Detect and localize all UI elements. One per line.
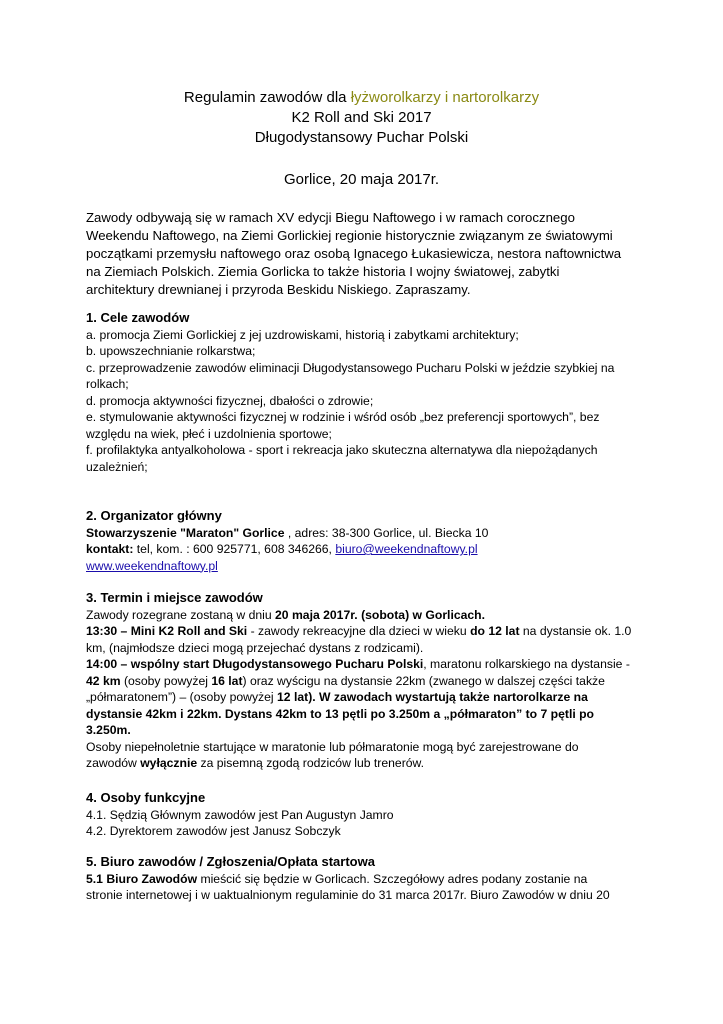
section-1-goals (86, 310, 646, 475)
list-item: d. promocja aktywności fizycznej, dbałości o zdrowie; (86, 393, 374, 408)
email-link[interactable]: biuro@weekendnaftowy.pl (335, 542, 478, 556)
list-item: b. upowszechnianie rolkarstwa; (86, 344, 256, 358)
document-title: Regulamin zawodów dla łyżworolkarzy i nartorolkarzy (183, 89, 540, 106)
contact-label: kontakt: (86, 542, 134, 556)
list-item: uzależnień; (86, 459, 148, 474)
section-2-organizer (86, 508, 646, 574)
list-item: a. promocja Ziemi Gorlickiej z jej uzdrowiskami, historią i zabytkami architektury; (86, 327, 519, 342)
title-highlight: łyżworolkarzy i nartorolkarzy (350, 89, 540, 106)
organizer-line: Stowarzyszenie "Maraton" Gorlice , adres: 38-300 Gorlice, ul. Biecka 10 (86, 525, 489, 540)
list-item: f. profilaktyka antyalkoholowa - sport i rekreacja jako skuteczna alternatywa dla niepożądanych (86, 443, 598, 457)
contact-line: kontakt: tel, kom. : 600 925771, 608 346266, biuro@weekendnaftowy.pl (86, 542, 478, 556)
section-heading: 2. Organizator główny (86, 508, 222, 523)
list-item: c. przeprowadzenie zawodów eliminacji Długodystansowego Pucharu Polski w jeździe szybkiej na (86, 360, 615, 375)
section-heading: 3. Termin i miejsce zawodów (86, 590, 263, 605)
list-item: 4.2. Dyrektorem zawodów jest Janusz Sobczyk (86, 824, 341, 838)
list-item: e. stymulowanie aktywności fizycznej w rodzinie i wśród osób „bez preferencji sportowych”, bez (86, 410, 600, 424)
list-item: względu na wiek, płeć i uzdolnienia sportowe; (86, 426, 332, 441)
list-item: 4.1. Sędzią Głównym zawodów jest Pan Augustyn Jamro (86, 807, 394, 822)
organizer-name: Stowarzyszenie "Maraton" Gorlice (86, 525, 285, 540)
section-heading: 5. Biuro zawodów / Zgłoszenia/Opłata startowa (86, 854, 375, 869)
section-5-office: 5. Biuro zawodów / Zgłoszenia/Opłata startowa 5.1 Biuro Zawodów mieścić się będzie w Gorlicach. Szczegółowy adres podany zostanie na stronie internetowej i w uaktualnionym regulaminie do 31 marca 2017r. Biuro Zawodów w dniu 20 (86, 854, 646, 904)
intro-last-line: architektury drewnianej i przyroda Beskidu Niskiego. Zapraszamy. (86, 282, 471, 297)
list-item: rolkach; (86, 377, 129, 391)
section-heading: 1. Cele zawodów (86, 310, 190, 325)
document-subtitle: K2 Roll and Ski 2017 (291, 109, 432, 126)
section-3-date-place: 3. Termin i miejsce zawodów Zawody rozegrane zostaną w dniu 20 maja 2017r. (sobota) w Gorlicach. 13:30 – Mini K2 Roll and Ski - zawody rekreacyjne dla dzieci w wieku do 12 lat na dystansie ok. 1.0 km, (najmłodsze dzieci mogą przejechać dystans z rodzicami). 14:00 – wspólny start Długodystansowego Pucharu Polski, maratonu rolkarskiego na dystansie - 42 km (osoby powyżej 16 lat) oraz wyścigu na dystansie 22km (zwanego w dalszej części także „półmaratonem”) – (osoby powyżej 12 lat). W zawodach wystartują także nartorolkarze na dystansie 42km i 22km. Dystans 42km to 13 pętli po 3.250m a „półmaraton” to 7 pętli po 3.250m. Osoby niepełnoletnie startujące w maratonie lub półmaratonie mogą być zarejestrowane do zawodów wyłącznie za pisemną zgodą rodziców lub trenerów. (86, 590, 646, 772)
section-heading: 4. Osoby funkcyjne (86, 790, 206, 805)
intro-paragraph: Zawody odbywają się w ramach XV edycji Biegu Naftowego i w ramach corocznego Weekendu Naftowego, na Ziemi Gorlickiej regionie historycznie związanym ze światowymi początkami przemysłu naftowego oraz osobą Ignacego Łukasiewicza, nestora naftownictwa na Ziemiach Polskich. Ziemia Gorlicka to także historia I wojny światowej, zabytki architektury drewnianej i przyroda Beskidu Niskiego. Zapraszamy. (86, 209, 632, 299)
place-date: Gorlice, 20 maja 2017r. (283, 171, 440, 188)
cup-name: Długodystansowy Puchar Polski (254, 129, 469, 146)
section-4-officials (86, 790, 646, 840)
website-link[interactable]: www.weekendnaftowy.pl (86, 558, 218, 573)
